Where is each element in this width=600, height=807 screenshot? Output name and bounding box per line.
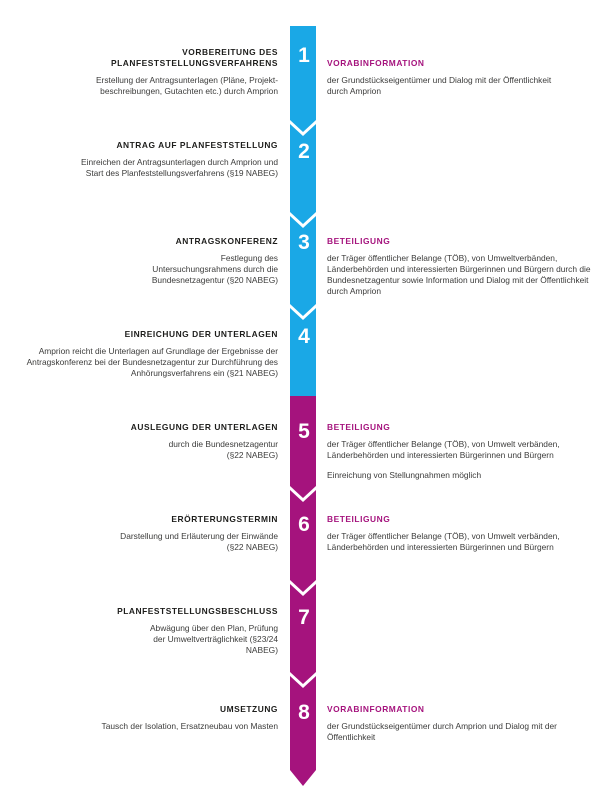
step-3-left: [18, 236, 278, 286]
side-text: der Träger öffentlicher Belange (TÖB), von Umwelt verbänden, Länderbehörden und interessierten Bürgerinnen und Bürgern: [327, 531, 560, 552]
step-title: ANTRAG AUF PLANFESTSTELLUNG: [116, 140, 278, 150]
side-title: VORABINFORMATION: [327, 704, 425, 714]
step-8-right: [327, 704, 595, 743]
step-number-3: 3: [298, 231, 310, 254]
step-number-8: 8: [298, 701, 310, 724]
spine-segment-4: [290, 308, 316, 396]
step-description: Abwägung über den Plan, Prüfung der Umweltverträglichkeit (§23/24 NABEG): [149, 623, 278, 655]
step-description: durch die Bundesnetzagentur (§22 NABEG): [168, 439, 278, 460]
side-text: der Grundstückseigentümer und Dialog mit der Öffentlichkeit durch Amprion: [327, 75, 552, 96]
step-5-right: [327, 422, 595, 481]
step-6-right: [327, 514, 595, 553]
side-title: BETEILIGUNG: [327, 514, 391, 524]
spine-segment-7: [290, 584, 316, 684]
side-text: der Grundstückseigentümer durch Amprion und Dialog mit der Öffentlichkeit: [327, 721, 557, 742]
step-description: Darstellung und Erläuterung der Einwände (§22 NABEG): [120, 531, 278, 552]
step-title: UMSETZUNG: [220, 704, 278, 714]
spine-segment-6: [290, 490, 316, 592]
step-number-6: 6: [298, 513, 310, 536]
step-title: EINREICHUNG DER UNTERLAGEN: [124, 329, 278, 339]
step-description: Amprion reicht die Unterlagen auf Grundlage der Ergebnisse der Antragskonferenz bei der Bundesnetzagentur zur Durchführung des Anhörungsverfahrens ein (§21 NABEG): [26, 346, 278, 378]
spine-segment-8: [290, 676, 316, 786]
step-6-left: [18, 514, 278, 553]
spine-segment-1: [290, 26, 316, 132]
step-title: PLANFESTSTELLUNGSBESCHLUSS: [117, 606, 278, 616]
step-7-left: [18, 606, 278, 656]
step-8-left: [18, 704, 278, 732]
side-note: Einreichung von Stellungnahmen möglich: [327, 470, 482, 480]
step-number-5: 5: [298, 420, 310, 443]
step-description: Erstellung der Antragsunterlagen (Pläne, Projekt-beschreibungen, Gutachten etc.) durch Amprion: [95, 75, 278, 96]
spine-segment-5: [290, 396, 316, 498]
side-text: der Träger öffentlicher Belange (TÖB), von Umwelt verbänden, Länderbehörden und interessierten Bürgerinnen und Bürgern: [327, 439, 560, 460]
step-description: Festlegung des Untersuchungsrahmens durch die Bundesnetzagentur (§20 NABEG): [151, 253, 278, 285]
step-1-left: [18, 47, 278, 97]
step-5-left: [18, 422, 278, 461]
step-2-left: [18, 140, 278, 179]
spine-segment-2: [290, 124, 316, 224]
side-text: der Träger öffentlicher Belange (TÖB), von Umweltverbänden, Länderbehörden und interessierten Bürgerinnen und Bürgern durch die Bundesnetzagentur sowie Information und Dialog mit der Öffentlichkeit durch Amprion: [327, 253, 591, 296]
step-number-2: 2: [298, 140, 310, 163]
side-title: BETEILIGUNG: [327, 422, 391, 432]
side-title: VORABINFORMATION: [327, 58, 425, 68]
step-number-7: 7: [298, 606, 310, 629]
step-3-right: [327, 236, 595, 297]
step-number-4: 4: [298, 325, 310, 348]
side-title: BETEILIGUNG: [327, 236, 391, 246]
step-4-left: [18, 329, 278, 379]
step-title: AUSLEGUNG DER UNTERLAGEN: [130, 422, 278, 432]
step-description: Einreichen der Antragsunterlagen durch Amprion und Start des Planfeststellungsverfahrens (§19 NABEG): [81, 157, 278, 178]
step-description: Tausch der Isolation, Ersatzneubau von Masten: [101, 721, 278, 731]
step-title: ERÖRTERUNGSTERMIN: [171, 514, 278, 524]
step-number-1: 1: [298, 44, 310, 67]
step-title: ANTRAGSKONFERENZ: [175, 236, 278, 246]
step-title: VORBEREITUNG DES PLANFESTSTELLUNGSVERFAHRENS: [110, 47, 278, 68]
step-1-right: [327, 58, 595, 97]
